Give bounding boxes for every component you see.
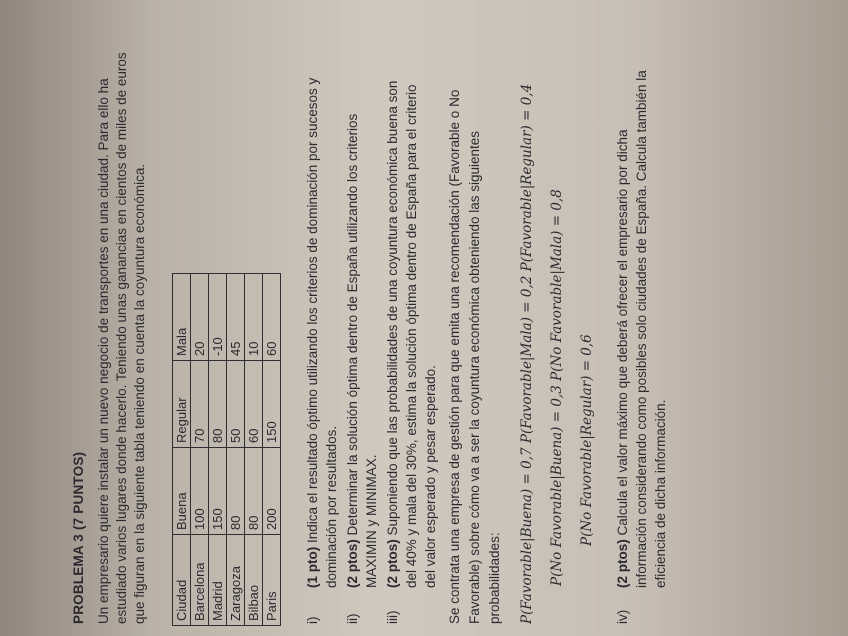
question-points: (2 ptos) xyxy=(345,539,360,588)
table-cell: 10 xyxy=(245,274,263,361)
table-cell: 20 xyxy=(191,274,209,361)
payoff-table xyxy=(172,273,281,626)
question-number: iv) xyxy=(615,609,630,624)
table-row xyxy=(227,274,245,626)
consult-line: Se contrata una empresa de gestión para que emita una recomendación (Favorable o No xyxy=(447,89,462,624)
table-cell: 60 xyxy=(245,361,263,448)
question-number: ii) xyxy=(345,613,360,624)
problem-title: PROBLEMA 3 (7 PUNTOS) xyxy=(71,451,86,624)
table-cell: 100 xyxy=(191,448,209,535)
intro-line: que figuran en la siguiente tabla teniendo en cuenta la coyuntura económica. xyxy=(132,163,147,624)
consult-line: probabilidades: xyxy=(487,532,502,624)
question-text: Suponiendo que las probabilidades de una coyuntura económica buena son xyxy=(385,80,400,536)
probability-line: P(Favorable|Buena) = 0,7 P(Favorable|Mala) = 0,2 P(Favorable|Regular) = 0,4 xyxy=(519,83,535,624)
question-number: iii) xyxy=(385,610,400,624)
table-row xyxy=(209,274,227,626)
table-header-cell: Ciudad xyxy=(173,535,191,626)
question-text: Indica el resultado óptimo utilizando los criterios de dominación por sucesos y xyxy=(305,77,320,543)
table-header-cell: Buena xyxy=(173,448,191,535)
table-cell: Paris xyxy=(263,535,281,626)
question-line: dominación por resultados. xyxy=(324,425,339,588)
question-line: del 40% y mala del 30%, estima la solución óptima dentro de España para el criterio xyxy=(404,84,419,588)
table-cell: Bilbao xyxy=(245,535,263,626)
question-line xyxy=(344,114,362,588)
table-header-cell: Mala xyxy=(173,274,191,361)
table-cell: 80 xyxy=(245,448,263,535)
table-cell: Zaragoza xyxy=(227,535,245,626)
probability-line: P(No Favorable|Buena) = 0,3 P(No Favorable|Mala) = 0,8 xyxy=(549,189,565,586)
question-line: MAXIMIN y MINIMAX. xyxy=(364,454,379,588)
table-cell: 150 xyxy=(209,448,227,535)
table-cell: Barcelona xyxy=(191,535,209,626)
consult-line: Favorable) sobre cómo va a ser la coyuntura económica obteniendo las siguientes xyxy=(467,130,482,624)
question-line: información considerando como posibles solo ciudades de España. Calcula también la xyxy=(634,70,649,588)
table-cell: 80 xyxy=(209,361,227,448)
probability-line: P(No Favorable|Regular) = 0,6 xyxy=(579,334,595,546)
table-cell: 80 xyxy=(227,448,245,535)
table-row xyxy=(191,274,209,626)
question-line: del valor esperado y pesar esperado. xyxy=(423,365,438,588)
problem-intro xyxy=(95,24,149,624)
table-cell: 45 xyxy=(227,274,245,361)
question-line xyxy=(384,81,402,588)
question-line xyxy=(304,78,322,588)
table-row xyxy=(263,274,281,626)
table-cell: 60 xyxy=(263,274,281,361)
table-cell: Madrid xyxy=(209,535,227,626)
table-cell: 150 xyxy=(263,361,281,448)
table-header-cell: Regular xyxy=(173,361,191,448)
table-cell: 50 xyxy=(227,361,245,448)
table-row xyxy=(245,274,263,626)
question-number: i) xyxy=(305,616,320,624)
table-cell: 200 xyxy=(263,448,281,535)
question-line xyxy=(614,130,632,588)
question-line: eficiencia de dicha información. xyxy=(653,399,668,588)
question-points: (2 ptos) xyxy=(615,539,630,588)
question-points: (1 pto) xyxy=(305,546,320,588)
question-text: Calcula el valor máximo que deberá ofrecer el empresario por dicha xyxy=(615,129,630,536)
question-text: Determinar la solución óptima dentro de España utilizando los criterios xyxy=(345,113,360,536)
table-header-row xyxy=(173,274,191,626)
table-cell: -10 xyxy=(209,274,227,361)
intro-line: estudiado varios lugares donde hacerlo. Teniendo unas ganancias en cientos de miles de euros xyxy=(114,52,129,624)
intro-line: Un empresario quiere instalar un nuevo negocio de transportes en una ciudad. Para ello ha xyxy=(96,78,111,624)
table-cell: 70 xyxy=(191,361,209,448)
question-points: (2 ptos) xyxy=(385,539,400,588)
